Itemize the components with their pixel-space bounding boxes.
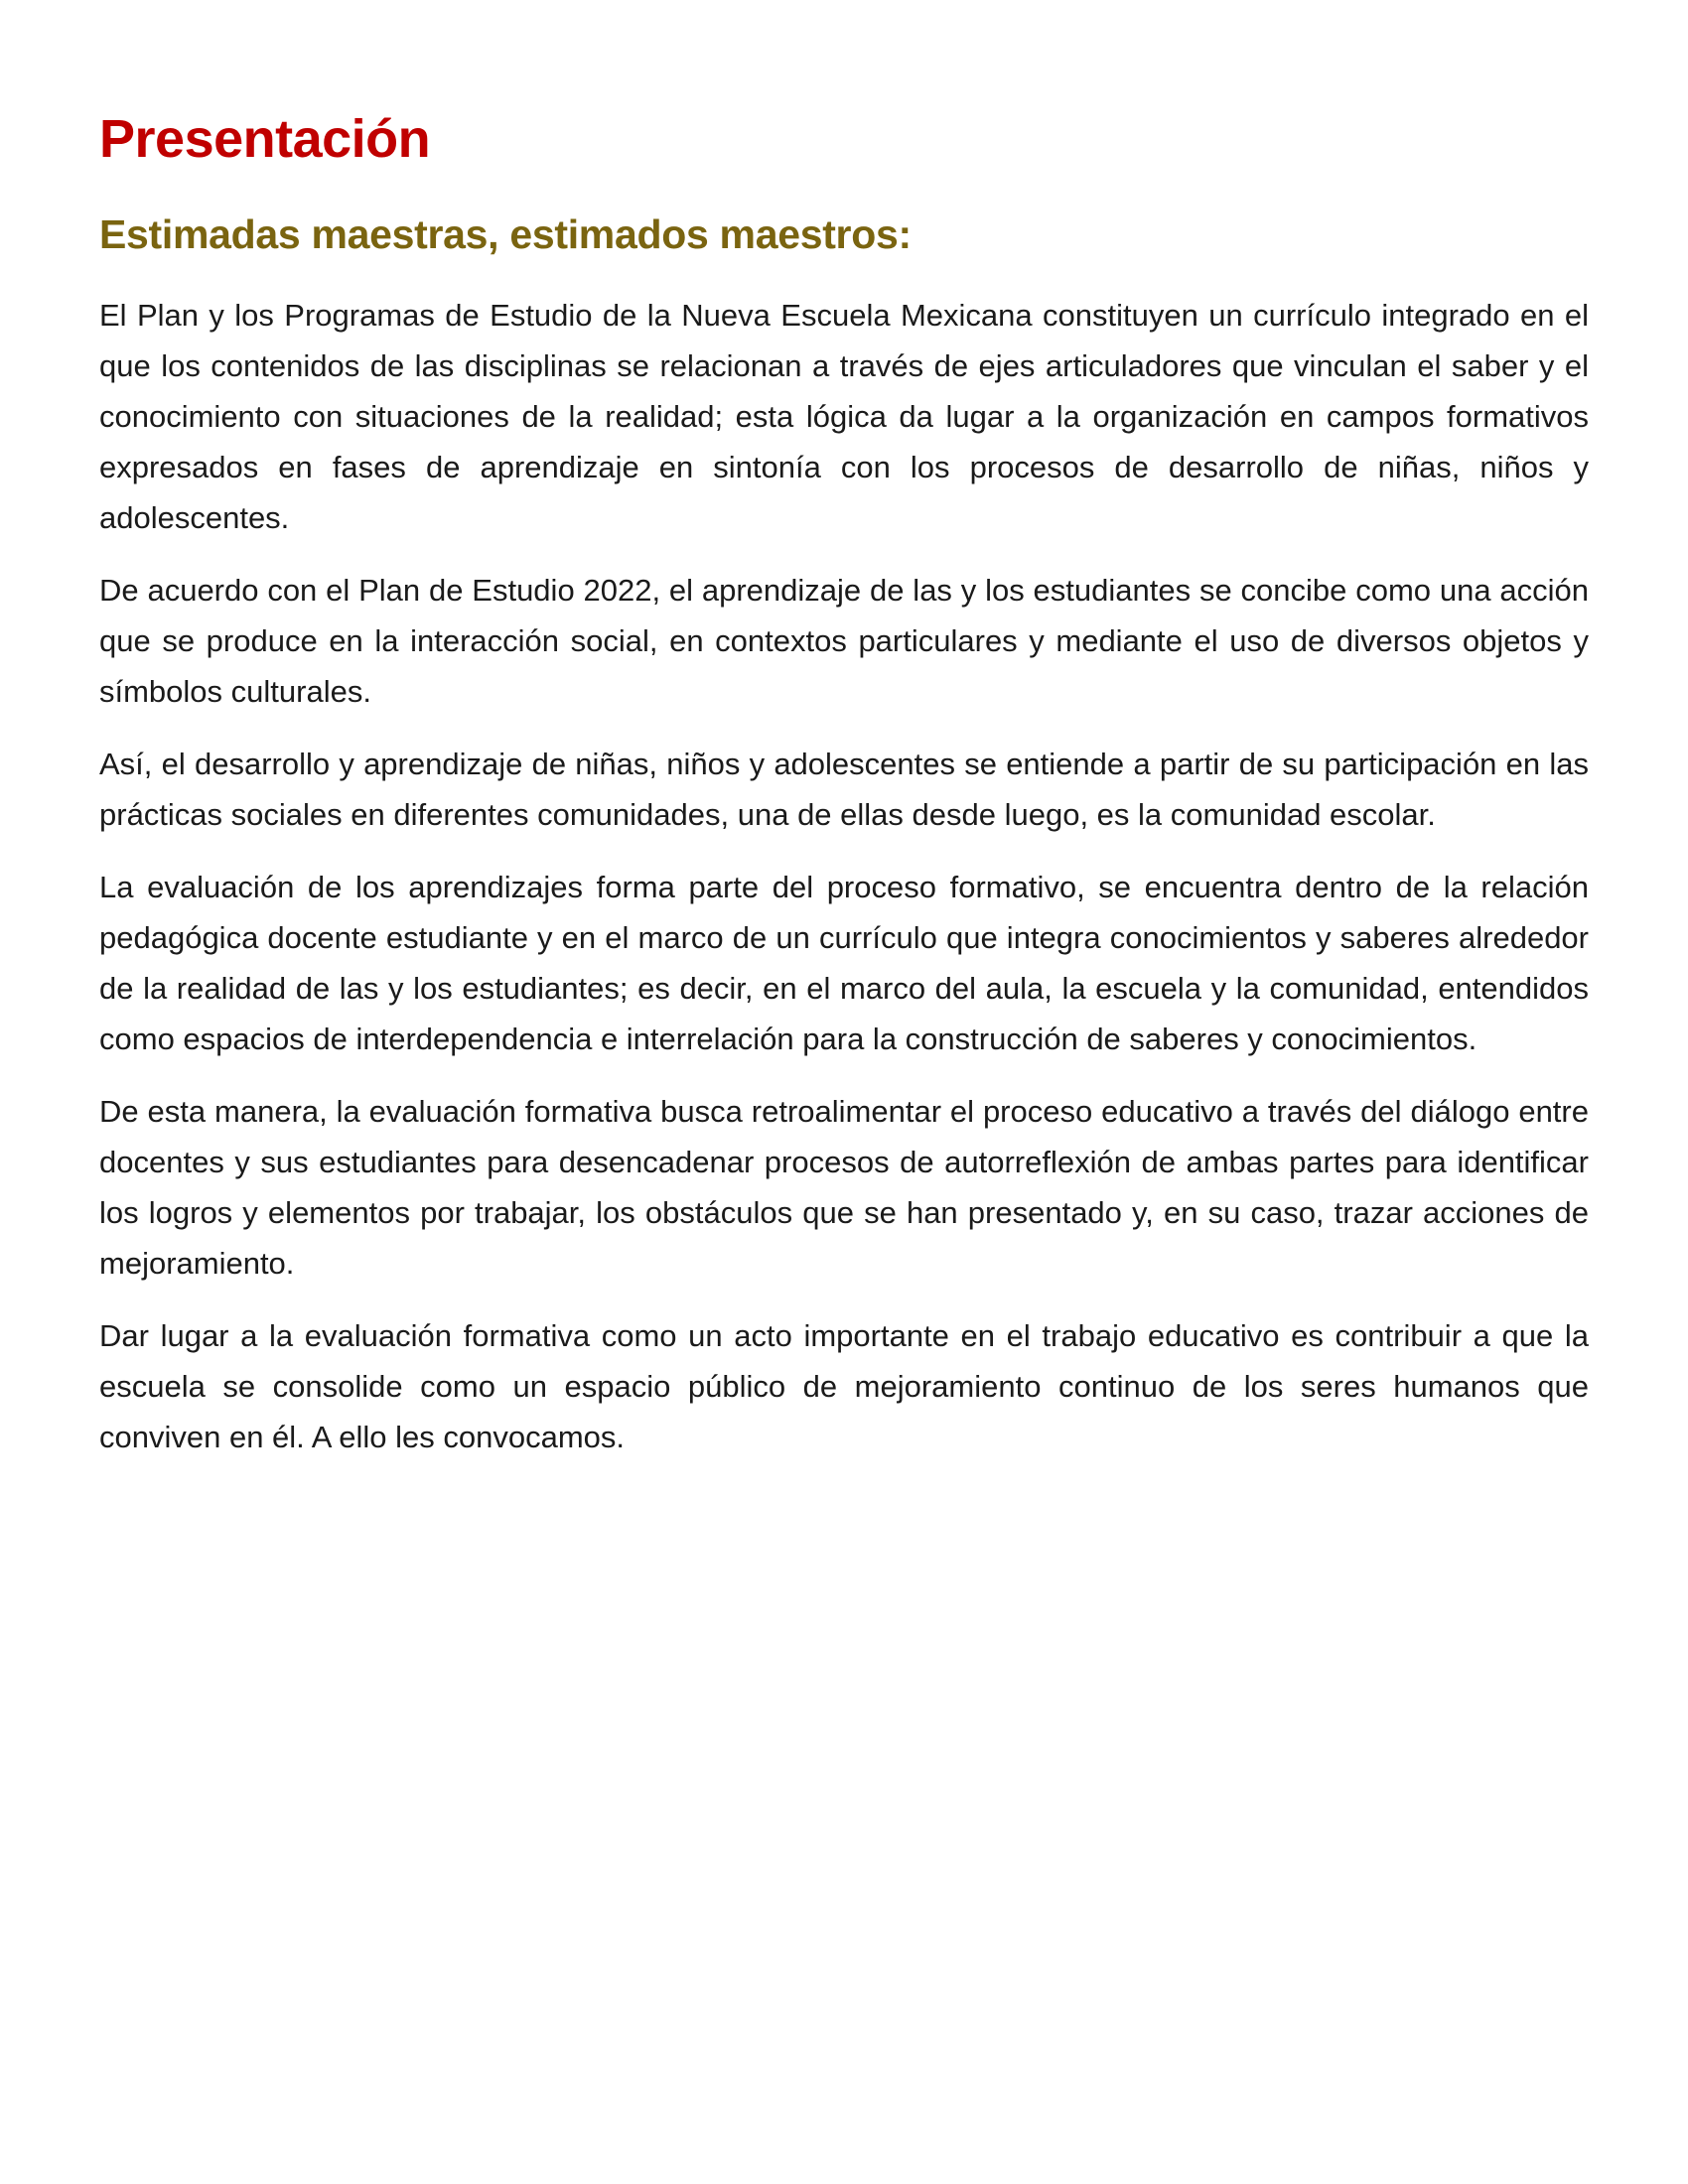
paragraph: Así, el desarrollo y aprendizaje de niñas, niños y adolescentes se entiende a partir de su participación en las prácticas sociales en diferentes comunidades, una de ellas desde luego, es la comunidad escolar. [99, 747, 1589, 832]
paragraph: De esta manera, la evaluación formativa busca retroalimentar el proceso educativo a través del diálogo entre docentes y sus estudiantes para desencadenar procesos de autorreflexión de ambas partes para identificar los logros y elementos por trabajar, los obstáculos que se han presentado y, en su caso, trazar acciones de mejoramiento. [99, 1094, 1589, 1281]
paragraph: Dar lugar a la evaluación formativa como un acto importante en el trabajo educativo es contribuir a que la escuela se consolide como un espacio público de mejoramiento continuo de los seres humanos que conviven en él. A ello les convocamos. [99, 1318, 1589, 1454]
document-page [99, 99, 1589, 1484]
paragraph: El Plan y los Programas de Estudio de la Nueva Escuela Mexicana constituyen un currículo integrado en el que los contenidos de las disciplinas se relacionan a través de ejes articuladores que vinculan el saber y el conocimiento con situaciones de la realidad; esta lógica da lugar a la organización en campos formativos expresados en fases de aprendizaje en sintonía con los procesos de desarrollo de niñas, niños y adolescentes. [99, 298, 1589, 535]
greeting-subtitle: Estimadas maestras, estimados maestros: [99, 211, 912, 257]
paragraph: De acuerdo con el Plan de Estudio 2022, el aprendizaje de las y los estudiantes se concibe como una acción que se produce en la interacción social, en contextos particulares y mediante el uso de diversos objetos y símbolos culturales. [99, 573, 1589, 709]
paragraph: La evaluación de los aprendizajes forma parte del proceso formativo, se encuentra dentro de la relación pedagógica docente estudiante y en el marco de un currículo que integra conocimientos y saberes alrededor de la realidad de las y los estudiantes; es decir, en el marco del aula, la escuela y la comunidad, entendidos como espacios de interdependencia e interrelación para la construcción de saberes y conocimientos. [99, 870, 1589, 1056]
page-title: Presentación [99, 109, 431, 169]
